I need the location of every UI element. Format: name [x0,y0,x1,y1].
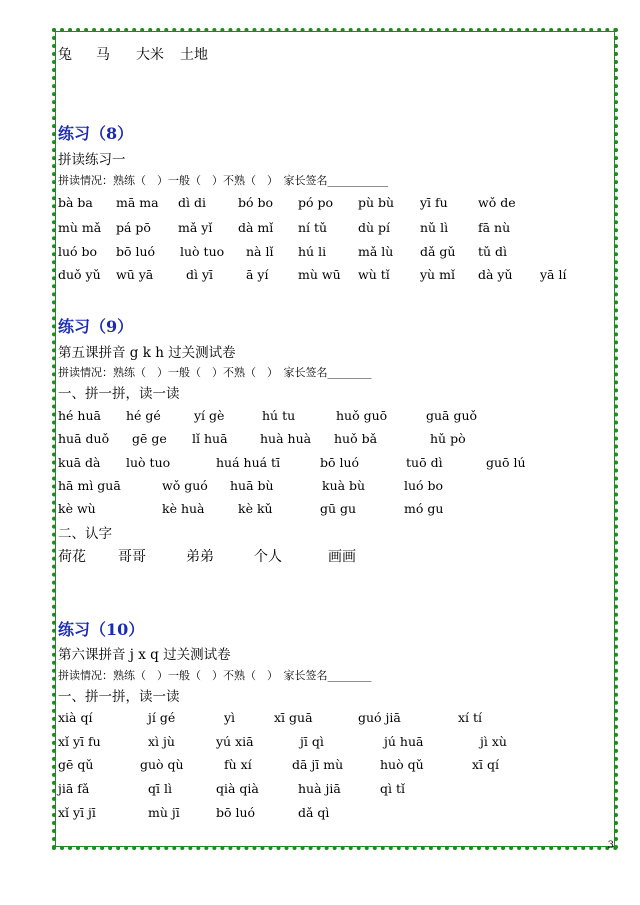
pinyin-word: luò tuo [126,455,171,470]
pinyin-word: bó bo [238,195,274,210]
pinyin-word: wù tǐ [358,267,390,282]
character-word: 弟弟 [186,549,214,565]
pinyin-word: huò qǔ [380,757,424,772]
pinyin-word: xī guā [274,710,313,725]
intro-word: 大米 [136,47,164,63]
pinyin-word: gē ge [132,431,167,446]
pinyin-word: luó bo [404,478,444,493]
pinyin-word: jiā fǎ [58,781,90,796]
pinyin-word: huā duǒ [58,431,110,446]
pinyin-word: mǎ lù [358,244,394,259]
pinyin-word: guò qù [140,757,184,772]
pinyin-word: huā bù [230,478,274,493]
pinyin-word: duǒ yǔ [58,267,101,282]
pinyin-word: mù jī [148,805,180,820]
pinyin-word: guó jiā [358,710,401,725]
ex10-title: 第六课拼音 j x q 过关测试卷 [58,647,231,663]
pinyin-word: nǔ lì [420,220,449,235]
pinyin-word: tuō dì [406,455,443,470]
pinyin-word: pù bù [358,195,395,210]
pinyin-word: dà yǔ [478,267,513,282]
pinyin-word: dì di [178,195,206,210]
pinyin-word: xī qí [472,757,500,772]
ex8-status: 拼读情况：熟练（ ）一般（ ）不熟（ ） 家长签名___________ [58,174,388,187]
character-word: 画画 [328,549,356,565]
pinyin-word: jì xù [480,734,507,749]
pinyin-word: kuà bù [322,478,366,493]
pinyin-word: qì tǐ [380,781,405,796]
pinyin-word: xià qí [58,710,93,725]
pinyin-word: pá pō [116,220,151,235]
pinyin-word: huà huà [260,431,312,446]
ex9-title: 第五课拼音 g k h 过关测试卷 [58,345,236,361]
pinyin-word: huà jiā [298,781,341,796]
pinyin-word: yí gè [194,408,225,423]
pinyin-word: luó bo [58,244,98,259]
ex10-heading: 练习（10） [58,620,145,639]
page-number: 3 [607,840,614,851]
pinyin-word: ní tǔ [298,220,328,235]
pinyin-word: luò tuo [180,244,225,259]
pinyin-word: lǐ huā [192,431,228,446]
pinyin-word: dù pí [358,220,391,235]
pinyin-word: guā guǒ [426,408,478,423]
ex8-heading: 练习（8） [58,124,134,143]
pinyin-word: mó gu [404,501,444,516]
ex9-status: 拼读情况：熟练（ ）一般（ ）不熟（ ） 家长签名________ [58,366,372,379]
pinyin-word: hú li [298,244,327,259]
intro-word: 马 [96,47,110,63]
pinyin-word: huá huá tī [216,455,281,470]
pinyin-word: jí gé [148,710,176,725]
pinyin-word: kè wù [58,501,96,516]
pinyin-word: yù mǐ [420,267,455,282]
pinyin-word: xì jù [148,734,175,749]
pinyin-word: bō luó [216,805,256,820]
ex8-subtitle: 拼读练习一 [58,152,126,168]
pinyin-word: dà mǐ [238,220,274,235]
ex9-section-characters: 二、认字 [58,526,112,542]
pinyin-word: bà ba [58,195,93,210]
ex10-section-read: 一、拼一拼，读一读 [58,689,180,705]
character-word: 荷花 [58,549,86,565]
pinyin-word: huǒ guō [336,408,388,423]
pinyin-word: guō lú [486,455,526,470]
pinyin-word: kè huà [162,501,205,516]
pinyin-word: xí tí [458,710,483,725]
ex10-status: 拼读情况：熟练（ ）一般（ ）不熟（ ） 家长签名________ [58,669,372,682]
pinyin-word: kuā dà [58,455,101,470]
pinyin-word: jú huā [384,734,424,749]
pinyin-word: mù wū [298,267,341,282]
pinyin-word: mǎ yǐ [178,220,213,235]
pinyin-word: nà lǐ [246,244,274,259]
pinyin-word: yì [224,710,236,725]
character-word: 个人 [254,549,282,565]
pinyin-word: mù mǎ [58,220,102,235]
pinyin-word: ā yí [246,267,269,282]
pinyin-word: fù xí [224,757,252,772]
pinyin-word: fā nù [478,220,511,235]
pinyin-word: dì yī [186,267,214,282]
pinyin-word: wū yā [116,267,154,282]
pinyin-word: dā jī mù [292,757,344,772]
pinyin-word: bō luó [116,244,156,259]
pinyin-word: hé gé [126,408,161,423]
ex9-heading: 练习（9） [58,317,134,336]
pinyin-word: dǎ gǔ [420,244,456,259]
pinyin-word: yā lí [540,267,567,282]
intro-word: 兔 [58,47,72,63]
pinyin-word: huǒ bǎ [334,431,378,446]
pinyin-word: gū gu [320,501,357,516]
pinyin-word: xǐ yī fu [58,734,101,749]
pinyin-word: tǔ dì [478,244,508,259]
pinyin-word: jī qì [300,734,324,749]
pinyin-word: kè kǔ [238,501,273,516]
pinyin-word: mā ma [116,195,159,210]
pinyin-word: xǐ yī jī [58,805,96,820]
pinyin-word: qī lì [148,781,172,796]
intro-word: 土地 [180,47,208,63]
pinyin-word: pó po [298,195,334,210]
pinyin-word: wǒ de [478,195,516,210]
pinyin-word: gē qǔ [58,757,94,772]
pinyin-word: wǒ guó [162,478,208,493]
pinyin-word: qià qià [216,781,259,796]
pinyin-word: hǔ pò [430,431,466,446]
pinyin-word: yī fu [420,195,448,210]
character-word: 哥哥 [118,549,146,565]
pinyin-word: hú tu [262,408,296,423]
pinyin-word: yú xiā [216,734,254,749]
pinyin-word: bō luó [320,455,360,470]
pinyin-word: hā mì guā [58,478,121,493]
pinyin-word: dǎ qì [298,805,330,820]
ex9-section-read: 一、拼一拼，读一读 [58,386,180,402]
pinyin-word: hé huā [58,408,101,423]
